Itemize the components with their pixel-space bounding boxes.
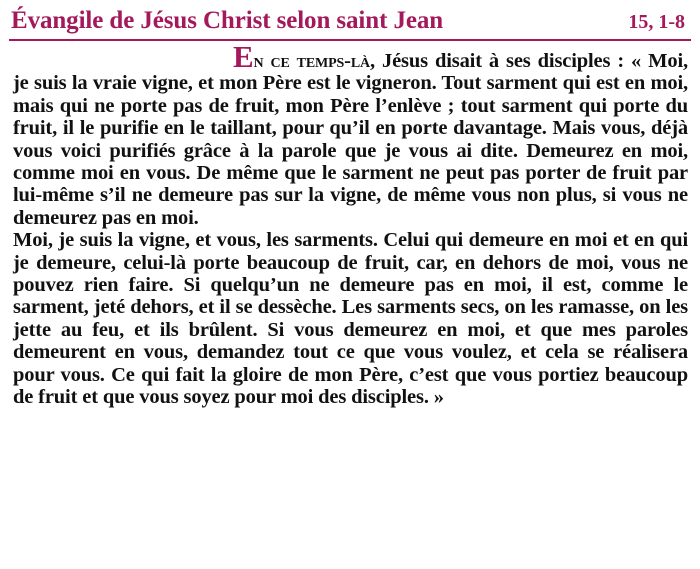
gospel-passage — [9, 39, 691, 409]
drop-cap-letter: E — [233, 39, 254, 74]
gospel-title: Évangile de Jésus Christ selon saint Jean — [11, 7, 444, 34]
paragraph-2: Moi, je suis la vigne, et vous, les sarments. Celui qui demeure en moi et en qui je demeure, celui-là porte beaucoup de fruit, car, en dehors de moi, vous ne pouvez rien faire. Si quelqu’un ne demeure pas en moi, il est, comme le sarment, jeté dehors, et il se dessèche. Les sarments secs, on les ramasse, on les jette au feu, et ils brûlent. Si vous demeurez en moi, et que mes paroles demeurent en vous, demandez tout ce que vous voulez, et cela se réalisera pour vous. Ce qui fait la gloire de mon Père, c’est que vous portiez beaucoup de fruit et que vous soyez pour moi des disciples. » — [13, 229, 688, 409]
opening-small-caps: n ce temps-là, — [253, 50, 375, 72]
scripture-reference: 15, 1-8 — [628, 11, 685, 33]
paragraph-1 — [13, 39, 688, 229]
paragraph-1-text: Jésus disait à ses disciples : « Moi, je suis la vraie vigne, et mon Père est le vigneron. Tout sarment qui est en moi, mais qui ne porte pas de fruit, mon Père l’enlève ; tout sarment qui porte du fruit, il le purifie en le taillant, pour qu’il en porte davantage. Mais vous, déjà vous voici purifiés grâce à la parole que je vous ai dite. Demeurez en moi, comme moi en vous. De même que le sarment ne peut pas porter de fruit par lui-même s’il ne demeure pas sur la vigne, de même vous non plus, si vous ne demeurez pas en moi. — [13, 50, 688, 229]
reading-header — [9, 6, 691, 41]
